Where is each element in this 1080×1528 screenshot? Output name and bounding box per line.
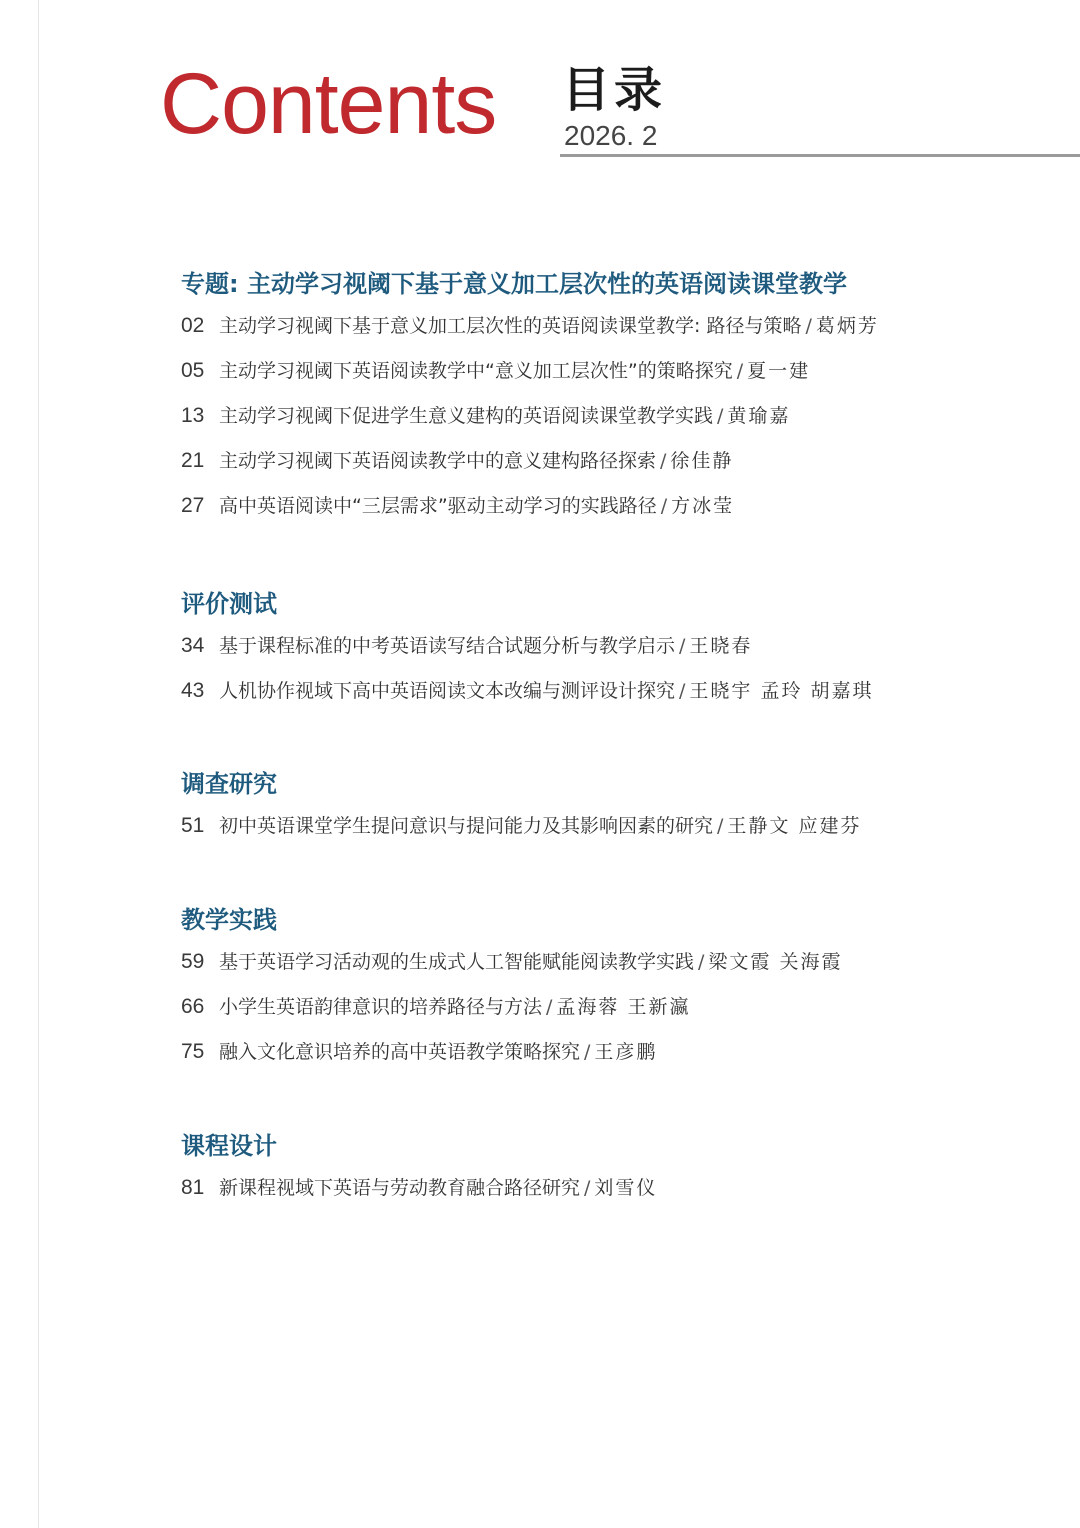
page-number: 66 (181, 995, 205, 1018)
article-title: 初中英语课堂学生提问意识与提问能力及其影响因素的研究 (219, 815, 714, 837)
toc-entry[interactable] (181, 445, 1061, 490)
separator: / (584, 1177, 591, 1199)
page-number: 59 (181, 950, 205, 973)
page-number: 13 (181, 404, 205, 427)
toc-entry[interactable] (181, 490, 1061, 535)
article-title: 主动学习视阈下英语阅读教学中“意义加工层次性”的策略探究 (219, 360, 733, 382)
article-author: 王晓春 (689, 635, 753, 657)
section-assessment (181, 588, 1061, 720)
toc-entry[interactable] (181, 355, 1061, 400)
toc-entry[interactable] (181, 1036, 1061, 1081)
article-title: 基于课程标准的中考英语读写结合试题分析与教学启示 (219, 635, 676, 657)
toc-entry[interactable] (181, 630, 1061, 675)
page-number: 51 (181, 814, 205, 837)
article-author: 梁文霞 关海霞 (708, 951, 843, 973)
separator: / (660, 450, 667, 472)
section-special-topic (181, 268, 1061, 535)
page-number: 34 (181, 634, 205, 657)
separator: / (546, 996, 553, 1018)
article-author: 方冰莹 (671, 495, 735, 517)
toc-entry[interactable] (181, 810, 1061, 855)
article-title: 人机协作视域下高中英语阅读文本改编与测评设计探究 (219, 680, 676, 702)
separator: / (736, 360, 744, 382)
toc-entry[interactable] (181, 1172, 1061, 1217)
article-author: 王静文 应建芬 (727, 815, 862, 837)
section-heading: 课程设计 (181, 1132, 277, 1160)
article-title: 主动学习视阈下促进学生意义建构的英语阅读课堂教学实践 (219, 405, 714, 427)
section-heading: 专题: 主动学习视阈下基于意义加工层次性的英语阅读课堂教学 (181, 270, 847, 298)
article-author: 黄瑜嘉 (727, 405, 791, 427)
article-author: 刘雪仪 (594, 1177, 658, 1199)
toc-entry[interactable] (181, 310, 1061, 355)
article-author: 王彦鹏 (594, 1041, 658, 1063)
article-title: 新课程视域下英语与劳动教育融合路径研究 (219, 1177, 581, 1199)
article-title: 融入文化意识培养的高中英语教学策略探究 (219, 1041, 581, 1063)
article-title: 高中英语阅读中“三层需求”驱动主动学习的实践路径 (219, 495, 657, 517)
toc-entry[interactable] (181, 400, 1061, 445)
section-teaching-practice (181, 904, 1061, 1081)
section-heading: 评价测试 (181, 590, 277, 618)
section-heading: 教学实践 (181, 906, 277, 934)
separator: / (698, 951, 705, 973)
separator: / (717, 405, 724, 427)
page-number: 21 (181, 449, 205, 472)
separator: / (584, 1041, 591, 1063)
article-title: 基于英语学习活动观的生成式人工智能赋能阅读教学实践 (219, 951, 695, 973)
section-survey-research (181, 768, 1061, 855)
article-author: 徐佳静 (670, 450, 734, 472)
page-number: 02 (181, 314, 205, 337)
page-number: 43 (181, 679, 205, 702)
issue-number: 2026. 2 (564, 120, 658, 151)
section-heading: 调查研究 (181, 770, 277, 798)
separator: / (679, 680, 686, 702)
chinese-title: 目录 (562, 62, 667, 118)
separator: / (660, 495, 668, 517)
page-number: 05 (181, 359, 205, 382)
article-author: 夏一建 (747, 360, 811, 382)
page-edge-line (38, 0, 39, 1528)
toc-entry[interactable] (181, 946, 1061, 991)
article-author: 葛炳芳 (815, 315, 879, 337)
header-divider (560, 154, 1080, 157)
article-author: 孟海蓉 王新瀛 (556, 996, 691, 1018)
toc-entry[interactable] (181, 675, 1061, 720)
contents-heading: Contents (160, 56, 497, 152)
article-title: 主动学习视阈下英语阅读教学中的意义建构路径探索 (219, 450, 657, 472)
page-header (160, 56, 1080, 166)
page-number: 75 (181, 1040, 205, 1063)
section-curriculum-design (181, 1130, 1061, 1217)
article-author: 王晓宇 孟玲 胡嘉琪 (689, 680, 874, 702)
article-title: 主动学习视阈下基于意义加工层次性的英语阅读课堂教学: 路径与策略 (219, 315, 802, 337)
separator: / (805, 315, 812, 337)
page-number: 27 (181, 494, 205, 517)
separator: / (717, 815, 724, 837)
page-number: 81 (181, 1176, 205, 1199)
article-title: 小学生英语韵律意识的培养路径与方法 (219, 996, 543, 1018)
toc-entry[interactable] (181, 991, 1061, 1036)
separator: / (679, 635, 686, 657)
